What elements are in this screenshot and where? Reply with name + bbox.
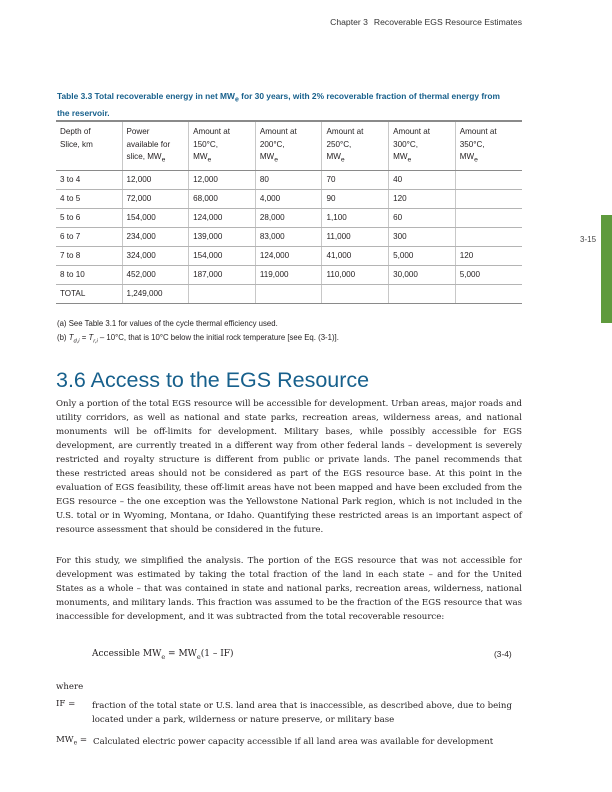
- table-cell: 120: [455, 247, 522, 266]
- table-cell: 234,000: [122, 228, 189, 247]
- table-cell: [322, 285, 389, 304]
- table-row: [56, 171, 522, 190]
- column-header-line: Power: [126, 127, 150, 136]
- body-paragraph: For this study, we simplified the analysis. The portion of the EGS resource that was not accessible for development was estimated by taking the total fraction of the land in each state – and for the United States as a whole – that was contained in state and national parks, recreation areas, wilderness, national monuments, and military lands. This fraction was assumed to be the fraction of the EGS resource that was inaccessible for development, and it was subtracted from the total recoverable resource:: [56, 556, 522, 623]
- table-cell: [255, 285, 322, 304]
- column-header-line: $MW_e$: [193, 152, 212, 164]
- column-header: [56, 121, 122, 171]
- table-header-row: [56, 121, 522, 171]
- body-paragraph: Only a portion of the total EGS resource will be accessible for development. Urban areas, major roads and utility corridors, as well as national and state parks, recreation areas, wilderness areas, and national monuments will be off-limits for development. Military bases, while possibly accessible for EGS development, are currently treated in a different way from other federal lands – development is severely restricted and royalty structure is different from public or private lands. The panel recommends that these restricted areas should not be considered as part of the EGS resource base. At this point in the evaluation of EGS feasibility, these off-limit areas have not been mapped and have been excluded from the EGS resource – the one exception was the Yellowstone National Park region, which is not included in the U.S. total or in Wyoming, Montana, or Idaho. Quantifying these restricted areas is an important aspect of resource assessment that should be considered in the future.: [56, 399, 522, 536]
- column-header-line: available for: [126, 139, 171, 149]
- column-header-line: $MW_e$: [326, 152, 345, 164]
- column-header-line: Amount at: [193, 127, 231, 136]
- table-cell: 30,000: [389, 266, 456, 285]
- table-cell: 72,000: [122, 190, 189, 209]
- table-cell: 1,100: [322, 209, 389, 228]
- table-cell: 40: [389, 171, 456, 190]
- table-cell: 80: [255, 171, 322, 190]
- table-cell: 110,000: [322, 266, 389, 285]
- table-cell: 12,000: [189, 171, 256, 190]
- table-cell: [455, 285, 522, 304]
- column-header-line: 350°C,: [459, 139, 485, 149]
- table-cell: 1,249,000: [122, 285, 189, 304]
- column-header-line: Amount at: [393, 127, 431, 136]
- column-header-line: Amount at: [259, 127, 297, 136]
- table-cell: 3 to 4: [56, 171, 122, 190]
- table-cell: 300: [389, 228, 456, 247]
- table-cell: [455, 228, 522, 247]
- table-cell: [455, 209, 522, 228]
- table-caption: [57, 90, 507, 119]
- table-row: [56, 285, 522, 304]
- table-row: [56, 190, 522, 209]
- table-cell: 124,000: [255, 247, 322, 266]
- definition-term-mwe: $MW_e$ =: [56, 735, 88, 747]
- column-header-line: $MW_e$: [393, 152, 412, 164]
- table-cell: 8 to 10: [56, 266, 122, 285]
- table-body: [56, 171, 522, 304]
- table-cell: 90: [322, 190, 389, 209]
- table-cell: 124,000: [189, 209, 256, 228]
- table-cell: [455, 171, 522, 190]
- column-header-line: 150°C,: [193, 139, 218, 149]
- table-row: [56, 247, 522, 266]
- table-cell: 187,000: [189, 266, 256, 285]
- table-cell: TOTAL: [56, 285, 122, 304]
- table-cell: 4 to 5: [56, 190, 122, 209]
- equation-number: (3-4): [494, 649, 512, 659]
- table-cell: [189, 285, 256, 304]
- where-label: where: [56, 682, 84, 692]
- definition-term-if: IF =: [56, 699, 76, 709]
- column-header-line: 300°C,: [393, 139, 418, 149]
- page-number: 3-15: [580, 235, 597, 244]
- table-cell: 5 to 6: [56, 209, 122, 228]
- column-header: [122, 121, 189, 171]
- table-cell: 139,000: [189, 228, 256, 247]
- table-note-a: (a) See Table 3.1 for values of the cycle thermal efficiency used.: [57, 319, 278, 328]
- table-cell: 154,000: [189, 247, 256, 266]
- section-heading: 3.6 Access to the EGS Resource: [56, 368, 370, 392]
- table-cell: 119,000: [255, 266, 322, 285]
- table-cell: 5,000: [389, 247, 456, 266]
- table-cell: 4,000: [255, 190, 322, 209]
- table-cell: 324,000: [122, 247, 189, 266]
- chapter-title: Recoverable EGS Resource Estimates: [373, 17, 522, 27]
- table-cell: 70: [322, 171, 389, 190]
- table-caption-text: Table 3.3 Total recoverable energy in net $MW_e$ for 30 years, with 2% recoverable fraction of thermal energy from the reservoir.: [57, 91, 500, 118]
- table-cell: 60: [389, 209, 456, 228]
- table-row: [56, 228, 522, 247]
- column-header-line: Slice, km: [60, 139, 93, 149]
- energy-table: [56, 120, 522, 304]
- column-header-line: $MW_e$: [459, 152, 478, 164]
- column-header-line: slice, $MW_e$: [126, 152, 166, 164]
- table-note-b: (b) $T_{d,i} = T_{r,i} - 10^\circ C$, that is 10°C below the initial rock temperature [see Eq. (3-1)].: [57, 333, 339, 345]
- table-row: [56, 266, 522, 285]
- column-header-line: Amount at: [459, 127, 497, 136]
- equation: Accessible $MW_e = MW_e(1 - IF)$: [92, 649, 234, 661]
- table-notes: [57, 317, 527, 349]
- table-cell: [455, 190, 522, 209]
- definition-text-mwe: Calculated electric power capacity accessible if all land area was available for development: [93, 737, 494, 747]
- table-cell: 12,000: [122, 171, 189, 190]
- column-header: [189, 121, 256, 171]
- table-cell: 154,000: [122, 209, 189, 228]
- column-header: [455, 121, 522, 171]
- column-header-line: 200°C,: [259, 139, 285, 149]
- column-header: [389, 121, 456, 171]
- column-header-line: 250°C,: [326, 139, 352, 149]
- table-cell: 5,000: [455, 266, 522, 285]
- table-cell: 68,000: [189, 190, 256, 209]
- definition-text-if: fraction of the total state or U.S. land area that is inaccessible, as described above, due to being located under a park, wilderness or nature preserve, or military base: [92, 701, 512, 725]
- table-cell: 28,000: [255, 209, 322, 228]
- chapter-label: Chapter 3: [330, 17, 368, 27]
- table-cell: [389, 285, 456, 304]
- table-cell: 11,000: [322, 228, 389, 247]
- table-cell: 120: [389, 190, 456, 209]
- chapter-tab-marker: [601, 215, 612, 323]
- table-cell: 7 to 8: [56, 247, 122, 266]
- column-header-line: Depth of: [60, 127, 91, 136]
- column-header-line: Amount at: [326, 127, 364, 136]
- table-row: [56, 209, 522, 228]
- table-cell: 41,000: [322, 247, 389, 266]
- column-header: [255, 121, 322, 171]
- running-header: [330, 17, 522, 27]
- column-header-line: $MW_e$: [259, 152, 278, 164]
- table-cell: 452,000: [122, 266, 189, 285]
- table-cell: 6 to 7: [56, 228, 122, 247]
- table-cell: 83,000: [255, 228, 322, 247]
- column-header: [322, 121, 389, 171]
